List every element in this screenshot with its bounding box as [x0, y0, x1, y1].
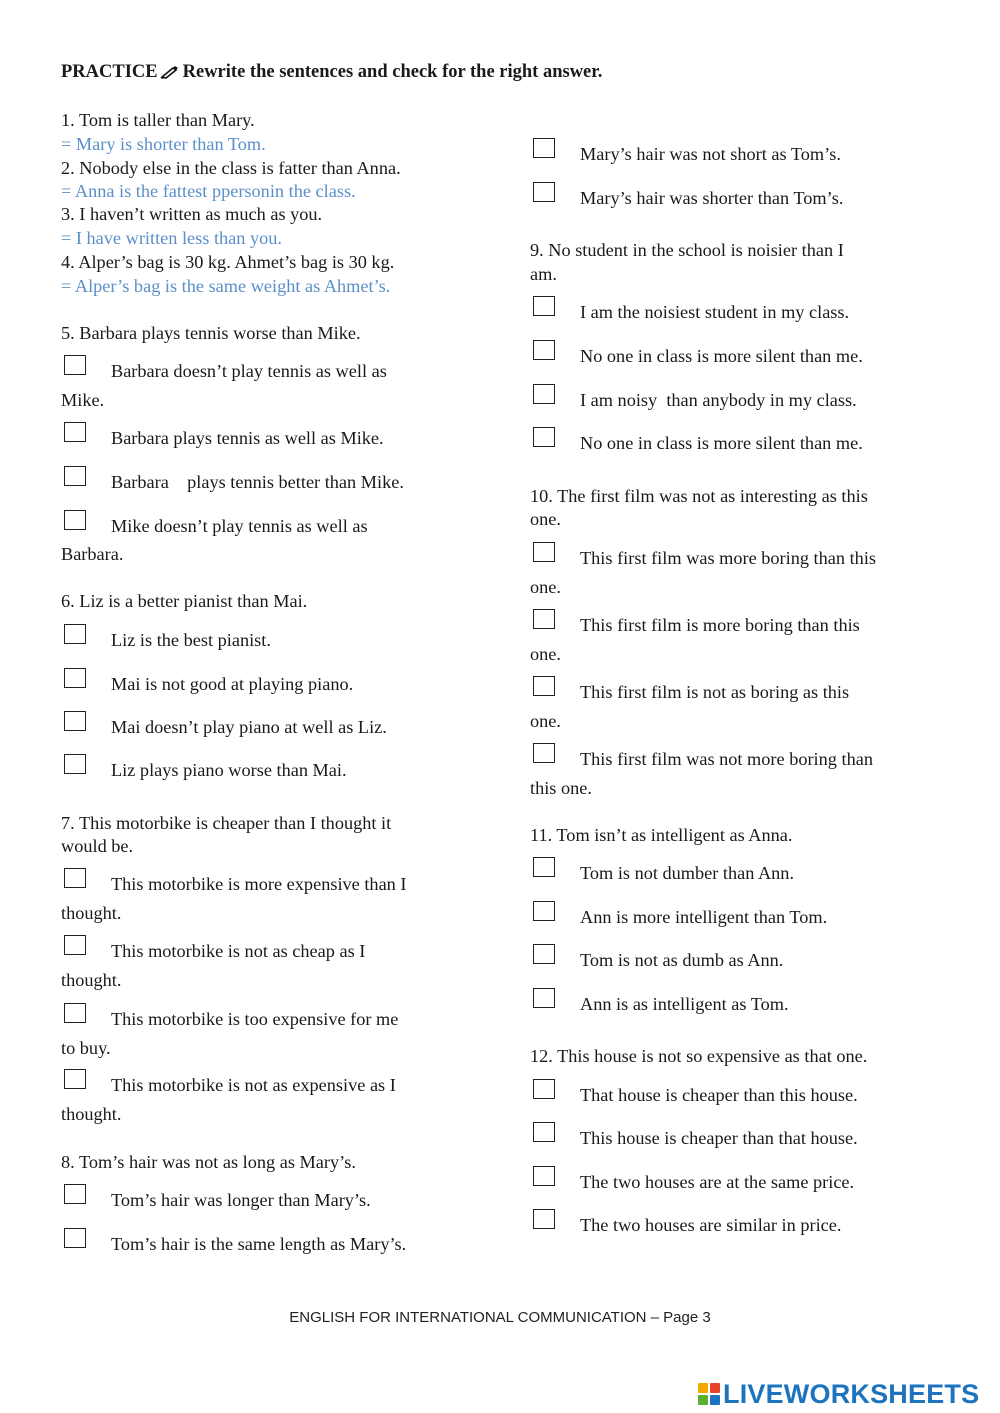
q10-option-1-text: This first film was more boring than this [580, 548, 877, 568]
q9-option-3-checkbox[interactable] [533, 384, 555, 404]
q10-option-4-text-cont: this one. [530, 778, 592, 798]
q7-option-1-text: This motorbike is more expensive than I [111, 874, 407, 894]
q11-option-4-text: Ann is as intelligent as Tom. [580, 994, 789, 1014]
q9-option-3-text: I am noisy than anybody in my class. [580, 390, 857, 410]
question-8-prompt: 8. Tom’s hair was not as long as Mary’s. [61, 1152, 356, 1172]
q11-option-2-checkbox[interactable] [533, 901, 555, 921]
q8-option-2-text: Tom’s hair is the same length as Mary’s. [111, 1234, 407, 1254]
q11-option-3-checkbox[interactable] [533, 944, 555, 964]
question-9-prompt-cont: am. [530, 264, 557, 284]
liveworksheets-brand[interactable] [697, 1378, 979, 1410]
q10-option-4-checkbox[interactable] [533, 743, 555, 763]
q5-option-3-text: Barbara plays tennis better than Mike. [111, 472, 404, 492]
q12-option-4-checkbox[interactable] [533, 1209, 555, 1229]
q12-option-1-text: That house is cheaper than this house. [580, 1085, 858, 1105]
example-3-question: 3. I haven’t written as much as you. [61, 204, 323, 224]
q10-option-2-checkbox[interactable] [533, 609, 555, 629]
q7-option-2-text: This motorbike is not as cheap as I [111, 941, 366, 961]
q11-option-1-checkbox[interactable] [533, 857, 555, 877]
q9-option-4-checkbox[interactable] [533, 427, 555, 447]
question-10-prompt-cont: one. [530, 509, 561, 529]
title-practice: PRACTICE [61, 62, 158, 82]
q8-option-1-text: Tom’s hair was longer than Mary’s. [111, 1190, 371, 1210]
brand-wordmark: LIVEWORKSHEETS [723, 1379, 980, 1409]
q6-option-4-text: Liz plays piano worse than Mai. [111, 760, 347, 780]
q7-option-4-text-cont: thought. [61, 1104, 122, 1124]
q6-option-2-checkbox[interactable] [64, 668, 86, 688]
q12-option-1-checkbox[interactable] [533, 1079, 555, 1099]
q5-option-1-checkbox[interactable] [64, 355, 86, 375]
worksheet-title [61, 60, 602, 87]
q12-option-4-text: The two houses are similar in price. [580, 1215, 842, 1235]
question-7-prompt-cont: would be. [61, 836, 134, 856]
q6-option-2-text: Mai is not good at playing piano. [111, 674, 354, 694]
question-12-prompt: 12. This house is not so expensive as that one. [530, 1046, 868, 1066]
question-10-prompt: 10. The first film was not as interesting as this [530, 486, 868, 506]
q5-option-3-checkbox[interactable] [64, 466, 86, 486]
q7-option-4-checkbox[interactable] [64, 1069, 86, 1089]
q9-option-1-checkbox[interactable] [533, 296, 555, 316]
question-6-prompt: 6. Liz is a better pianist than Mai. [61, 591, 308, 611]
question-7-prompt: 7. This motorbike is cheaper than I thought it [61, 813, 392, 833]
q7-option-3-text-cont: to buy. [61, 1038, 111, 1058]
q10-option-1-text-cont: one. [530, 577, 561, 597]
q5-option-2-checkbox[interactable] [64, 422, 86, 442]
q10-option-3-checkbox[interactable] [533, 676, 555, 696]
q5-option-1-text-cont: Mike. [61, 390, 105, 410]
example-4-answer: = Alper’s bag is the same weight as Ahmet’s. [61, 276, 391, 296]
page-footer: ENGLISH FOR INTERNATIONAL COMMUNICATION – Page 3 [289, 1309, 711, 1326]
q6-option-4-checkbox[interactable] [64, 754, 86, 774]
q10-option-3-text: This first film is not as boring as this [580, 682, 850, 702]
question-11-prompt: 11. Tom isn’t as intelligent as Anna. [530, 825, 793, 845]
q10-option-2-text-cont: one. [530, 644, 561, 664]
liveworksheets-logo-icon [697, 1381, 721, 1407]
q10-option-3-text-cont: one. [530, 711, 561, 731]
q8-option-4-checkbox[interactable] [533, 182, 555, 202]
question-9-prompt: 9. No student in the school is noisier than I [530, 240, 844, 260]
q6-option-1-text: Liz is the best pianist. [111, 630, 271, 650]
q12-option-2-text: This house is cheaper than that house. [580, 1128, 858, 1148]
example-1-answer: = Mary is shorter than Tom. [61, 134, 266, 154]
q5-option-2-text: Barbara plays tennis as well as Mike. [111, 428, 384, 448]
q6-option-3-text: Mai doesn’t play piano at well as Liz. [111, 717, 387, 737]
q12-option-3-checkbox[interactable] [533, 1166, 555, 1186]
q5-option-1-text: Barbara doesn’t play tennis as well as [111, 361, 387, 381]
q8-option-3-text: Mary’s hair was not short as Tom’s. [580, 144, 841, 164]
example-4-question: 4. Alper’s bag is 30 kg. Ahmet’s bag is 30 kg. [61, 252, 395, 272]
q7-option-1-text-cont: thought. [61, 903, 122, 923]
q12-option-2-checkbox[interactable] [533, 1122, 555, 1142]
q11-option-3-text: Tom is not as dumb as Ann. [580, 950, 784, 970]
q8-option-4-text: Mary’s hair was shorter than Tom’s. [580, 188, 844, 208]
q8-option-3-checkbox[interactable] [533, 138, 555, 158]
q7-option-3-checkbox[interactable] [64, 1003, 86, 1023]
writing-hand-icon [160, 63, 180, 87]
q12-option-3-text: The two houses are at the same price. [580, 1172, 855, 1192]
q7-option-4-text: This motorbike is not as expensive as I [111, 1075, 396, 1095]
q9-option-2-text: No one in class is more silent than me. [580, 346, 863, 366]
q10-option-1-checkbox[interactable] [533, 542, 555, 562]
q8-option-1-checkbox[interactable] [64, 1184, 86, 1204]
q5-option-4-text-cont: Barbara. [61, 544, 124, 564]
q6-option-3-checkbox[interactable] [64, 711, 86, 731]
q10-option-2-text: This first film is more boring than this [580, 615, 860, 635]
q9-option-1-text: I am the noisiest student in my class. [580, 302, 850, 322]
example-1-question: 1. Tom is taller than Mary. [61, 110, 255, 130]
q9-option-2-checkbox[interactable] [533, 340, 555, 360]
q11-option-2-text: Ann is more intelligent than Tom. [580, 907, 828, 927]
q11-option-4-checkbox[interactable] [533, 988, 555, 1008]
example-3-answer: = I have written less than you. [61, 228, 282, 248]
q11-option-1-text: Tom is not dumber than Ann. [580, 863, 795, 883]
q10-option-4-text: This first film was not more boring than [580, 749, 873, 769]
example-2-answer: = Anna is the fattest ppersonin the class. [61, 181, 356, 201]
q8-option-2-checkbox[interactable] [64, 1228, 86, 1248]
q9-option-4-text: No one in class is more silent than me. [580, 433, 863, 453]
q5-option-4-checkbox[interactable] [64, 510, 86, 530]
q7-option-2-checkbox[interactable] [64, 935, 86, 955]
question-5-prompt: 5. Barbara plays tennis worse than Mike. [61, 323, 361, 343]
q6-option-1-checkbox[interactable] [64, 624, 86, 644]
example-2-question: 2. Nobody else in the class is fatter than Anna. [61, 158, 401, 178]
q7-option-1-checkbox[interactable] [64, 868, 86, 888]
q5-option-4-text: Mike doesn’t play tennis as well as [111, 516, 368, 536]
title-instruction: Rewrite the sentences and check for the right answer. [182, 62, 603, 82]
q7-option-2-text-cont: thought. [61, 970, 122, 990]
q7-option-3-text: This motorbike is too expensive for me [111, 1009, 399, 1029]
